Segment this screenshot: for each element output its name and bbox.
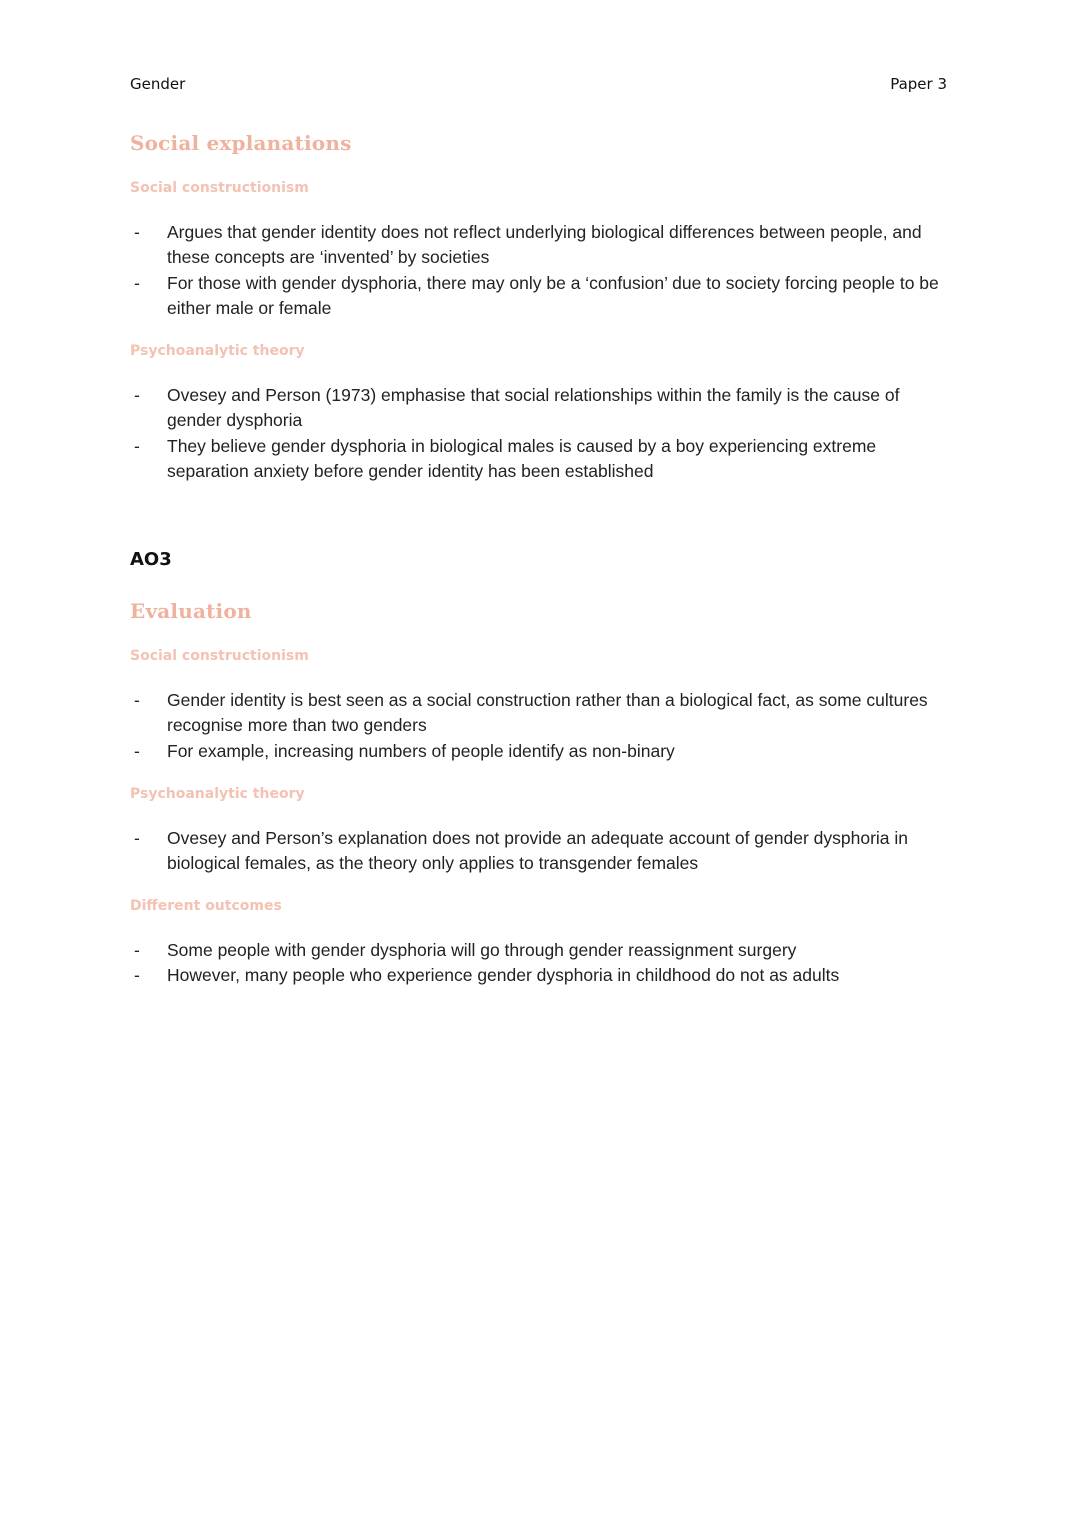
subheading: Psychoanalytic theory	[130, 786, 305, 802]
list-item: - Ovesey and Person’s explanation does not provide an adequate account of gender dysphoria in biological females, as the theory only applies to transgender females	[134, 828, 909, 874]
header-subject: Gender	[130, 75, 186, 93]
bullet-list	[130, 826, 950, 877]
bullet-text: For example, increasing numbers of people identify as non-binary	[167, 740, 675, 761]
bullet-text: Some people with gender dysphoria will go through gender reassignment surgery	[167, 940, 797, 960]
bullet-list	[130, 938, 950, 989]
subheading: Social constructionism	[130, 648, 309, 664]
list-item: - Some people with gender dysphoria will go through gender reassignment surgery	[134, 940, 797, 960]
section-title: Social explanations	[130, 131, 352, 155]
list-item: - However, many people who experience gender dysphoria in childhood do not as adults	[134, 965, 840, 986]
list-item: - Argues that gender identity does not reflect underlying biological differences between people, and these concepts are ‘invented’ by societies	[134, 222, 922, 268]
subheading: Psychoanalytic theory	[130, 343, 305, 359]
bullet-text: However, many people who experience gender dysphoria in childhood do not as adults	[167, 965, 840, 986]
header-paper: Paper 3	[890, 75, 947, 93]
bullet-list	[130, 383, 950, 484]
bullet-text: For those with gender dysphoria, there may only be a ‘confusion’ due to society forcing people to be either male or female	[167, 272, 939, 318]
bullet-text: Ovesey and Person’s explanation does not provide an adequate account of gender dysphoria in biological females, as the theory only applies to transgender females	[167, 828, 909, 874]
list-item: - They believe gender dysphoria in biological males is caused by a boy experiencing extreme separation anxiety before gender identity has been established	[134, 435, 877, 481]
section-title: Evaluation	[130, 599, 252, 623]
bullet-list	[130, 220, 950, 321]
bullet-text: They believe gender dysphoria in biological males is caused by a boy experiencing extreme separation anxiety before gender identity has been established	[167, 435, 877, 481]
bullet-text: Ovesey and Person (1973) emphasise that social relationships within the family is the cause of gender dysphoria	[167, 385, 900, 431]
list-item: - Gender identity is best seen as a social construction rather than a biological fact, as some cultures recognise more than two genders	[134, 690, 928, 736]
subheading: Different outcomes	[130, 898, 282, 914]
bullet-list	[130, 688, 950, 764]
bullet-text: Gender identity is best seen as a social construction rather than a biological fact, as some cultures recognise more than two genders	[167, 690, 928, 736]
list-item: - For those with gender dysphoria, there may only be a ‘confusion’ due to society forcing people to be either male or female	[134, 272, 939, 318]
list-item: - For example, increasing numbers of people identify as non-binary	[134, 740, 675, 761]
bullet-text: Argues that gender identity does not reflect underlying biological differences between people, and these concepts are ‘invented’ by societies	[167, 222, 922, 268]
ao3-label: AO3	[130, 549, 172, 570]
list-item: - Ovesey and Person (1973) emphasise that social relationships within the family is the cause of gender dysphoria	[134, 385, 900, 431]
subheading: Social constructionism	[130, 180, 309, 196]
